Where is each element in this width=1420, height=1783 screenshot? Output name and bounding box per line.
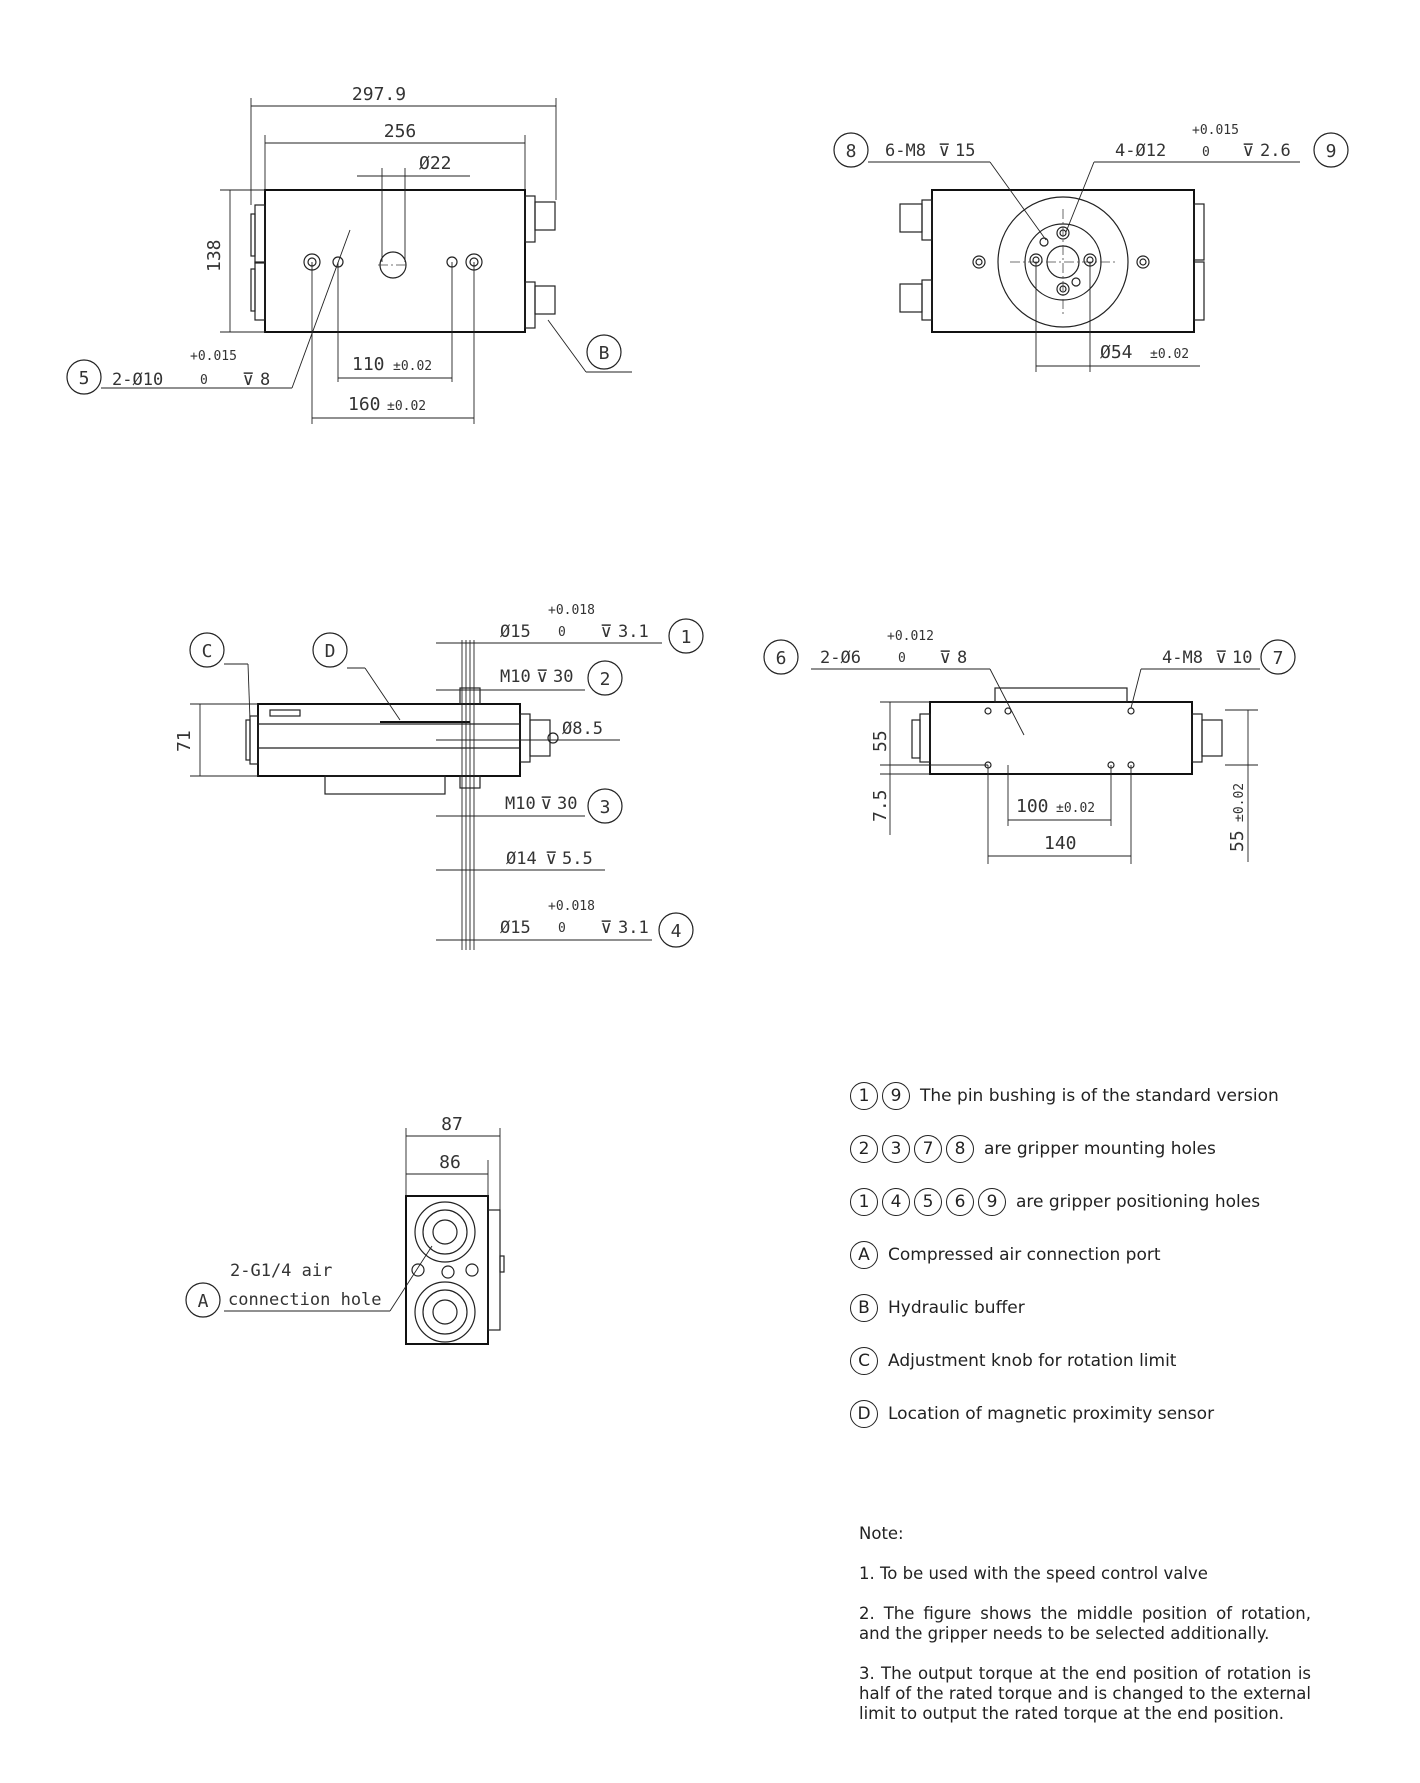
svg-text:1: 1 bbox=[680, 627, 692, 648]
svg-text:C: C bbox=[201, 641, 213, 662]
svg-text:4: 4 bbox=[670, 921, 682, 942]
svg-text:6: 6 bbox=[775, 648, 787, 669]
svg-text:⊽: ⊽ bbox=[1242, 141, 1255, 161]
svg-text:3: 3 bbox=[599, 797, 611, 818]
svg-text:+0.018: +0.018 bbox=[548, 899, 595, 914]
bottom-view bbox=[764, 629, 1295, 864]
callout-7-text: 4-M8 bbox=[1162, 648, 1203, 668]
legend-row bbox=[850, 1080, 1370, 1112]
svg-text:5: 5 bbox=[78, 368, 90, 389]
legend-circle: 1 bbox=[850, 1188, 878, 1216]
svg-text:2: 2 bbox=[599, 669, 611, 690]
front-view bbox=[834, 123, 1348, 372]
dim-256: 256 bbox=[383, 121, 417, 142]
svg-text:±0.02: ±0.02 bbox=[1056, 801, 1096, 816]
svg-text:0: 0 bbox=[558, 625, 566, 640]
svg-text:±0.02: ±0.02 bbox=[1150, 347, 1190, 362]
svg-text:⊽: ⊽ bbox=[600, 918, 613, 938]
legend-text: Location of magnetic proximity sensor bbox=[888, 1404, 1215, 1424]
top-view bbox=[67, 84, 632, 424]
svg-text:7: 7 bbox=[1272, 648, 1284, 669]
legend-row bbox=[850, 1239, 1370, 1271]
legend-circle: 4 bbox=[882, 1188, 910, 1216]
svg-text:0: 0 bbox=[1202, 145, 1210, 160]
svg-text:30: 30 bbox=[557, 794, 578, 814]
dim-297-9: 297.9 bbox=[351, 84, 407, 105]
callout-6-text: 2-Ø6 bbox=[820, 648, 861, 668]
callout-8-text: 6-M8 bbox=[885, 141, 926, 161]
svg-text:A: A bbox=[197, 1291, 209, 1312]
legend bbox=[850, 1080, 1370, 1451]
dim-7-5: 7.5 bbox=[870, 789, 891, 822]
svg-text:±0.02: ±0.02 bbox=[387, 399, 427, 414]
svg-text:±0.02: ±0.02 bbox=[1232, 782, 1247, 822]
dim-dia8-5: Ø8.5 bbox=[562, 719, 603, 739]
svg-text:+0.015: +0.015 bbox=[190, 349, 237, 364]
svg-text:3.1: 3.1 bbox=[618, 918, 649, 938]
svg-text:0: 0 bbox=[200, 373, 208, 388]
legend-circle: 5 bbox=[914, 1188, 942, 1216]
callout-a-line1: 2-G1/4 air bbox=[230, 1261, 333, 1281]
dim-55: 55 bbox=[870, 730, 891, 752]
svg-text:B: B bbox=[598, 343, 610, 364]
svg-text:D: D bbox=[324, 641, 336, 662]
svg-text:⊽: ⊽ bbox=[545, 849, 558, 869]
svg-text:⊽: ⊽ bbox=[600, 622, 613, 642]
svg-text:⊽: ⊽ bbox=[536, 667, 549, 687]
legend-text: Hydraulic buffer bbox=[888, 1298, 1025, 1318]
svg-text:⊽: ⊽ bbox=[939, 648, 952, 668]
legend-row bbox=[850, 1186, 1370, 1218]
dim-dia22: Ø22 bbox=[419, 153, 452, 174]
svg-text:10: 10 bbox=[1232, 648, 1253, 668]
callout-2-text: M10 bbox=[500, 667, 531, 687]
svg-text:3.1: 3.1 bbox=[618, 622, 649, 642]
callout-3-text: M10 bbox=[505, 794, 536, 814]
dim-138: 138 bbox=[204, 239, 225, 272]
side-view bbox=[174, 603, 703, 950]
legend-text: are gripper mounting holes bbox=[984, 1139, 1216, 1159]
svg-text:30: 30 bbox=[553, 667, 574, 687]
legend-row bbox=[850, 1345, 1370, 1377]
dim-87: 87 bbox=[441, 1114, 463, 1135]
note-item-2: 2. The figure shows the middle position of rotation, and the gripper needs to be selected additionally. bbox=[859, 1604, 1311, 1643]
svg-text:+0.012: +0.012 bbox=[887, 629, 934, 644]
dim-71: 71 bbox=[174, 730, 195, 752]
end-view bbox=[186, 1114, 504, 1344]
legend-row bbox=[850, 1292, 1370, 1324]
dim-160: 160 bbox=[348, 394, 381, 415]
svg-text:±0.02: ±0.02 bbox=[393, 359, 433, 374]
svg-text:+0.018: +0.018 bbox=[548, 603, 595, 618]
svg-text:+0.015: +0.015 bbox=[1192, 123, 1239, 138]
legend-text: are gripper positioning holes bbox=[1016, 1192, 1261, 1212]
svg-text:0: 0 bbox=[898, 651, 906, 666]
legend-circle: B bbox=[850, 1294, 878, 1322]
svg-text:⊽: ⊽ bbox=[1215, 648, 1228, 668]
dim-100: 100 bbox=[1016, 796, 1049, 817]
svg-text:2.6: 2.6 bbox=[1260, 141, 1291, 161]
svg-text:0: 0 bbox=[558, 921, 566, 936]
legend-text: The pin bushing is of the standard version bbox=[920, 1086, 1279, 1106]
svg-text:9: 9 bbox=[1325, 141, 1337, 162]
legend-circle: 9 bbox=[978, 1188, 1006, 1216]
legend-circle: 6 bbox=[946, 1188, 974, 1216]
svg-text:15: 15 bbox=[955, 141, 976, 161]
legend-row bbox=[850, 1398, 1370, 1430]
legend-circle: C bbox=[850, 1347, 878, 1375]
svg-text:8: 8 bbox=[260, 370, 271, 390]
legend-circle: 9 bbox=[882, 1082, 910, 1110]
dim-86: 86 bbox=[439, 1152, 461, 1173]
svg-text:8: 8 bbox=[957, 648, 968, 668]
callout-4-text: Ø15 bbox=[500, 918, 531, 938]
svg-text:⊽: ⊽ bbox=[540, 794, 553, 814]
legend-circle: 8 bbox=[946, 1135, 974, 1163]
legend-circle: 2 bbox=[850, 1135, 878, 1163]
notes bbox=[859, 1524, 1311, 1744]
svg-text:⊽: ⊽ bbox=[242, 370, 255, 390]
dim-dia14: Ø14 bbox=[506, 849, 537, 869]
dim-55-right: 55 bbox=[1227, 830, 1248, 852]
callout-a-line2: connection hole bbox=[228, 1290, 382, 1310]
legend-circle: D bbox=[850, 1400, 878, 1428]
legend-row bbox=[850, 1133, 1370, 1165]
legend-text: Adjustment knob for rotation limit bbox=[888, 1351, 1177, 1371]
svg-text:8: 8 bbox=[845, 141, 857, 162]
legend-text: Compressed air connection port bbox=[888, 1245, 1161, 1265]
callout-9-text: 4-Ø12 bbox=[1115, 141, 1167, 161]
dim-110: 110 bbox=[352, 354, 385, 375]
note-item-3: 3. The output torque at the end position of rotation is half of the rated torque and is changed to the external limit to output the rated torque at the end position. bbox=[859, 1664, 1311, 1723]
note-item-1: 1. To be used with the speed control valve bbox=[859, 1564, 1208, 1583]
svg-text:5.5: 5.5 bbox=[562, 849, 593, 869]
legend-circle: A bbox=[850, 1241, 878, 1269]
svg-text:⊽: ⊽ bbox=[938, 141, 951, 161]
callout-5-text: 2-Ø10 bbox=[112, 370, 164, 390]
dim-dia54: Ø54 bbox=[1100, 342, 1133, 363]
notes-title: Note: bbox=[859, 1524, 904, 1543]
legend-circle: 1 bbox=[850, 1082, 878, 1110]
callout-1-text: Ø15 bbox=[500, 622, 531, 642]
legend-circle: 3 bbox=[882, 1135, 910, 1163]
dim-140: 140 bbox=[1044, 833, 1077, 854]
legend-circle: 7 bbox=[914, 1135, 942, 1163]
